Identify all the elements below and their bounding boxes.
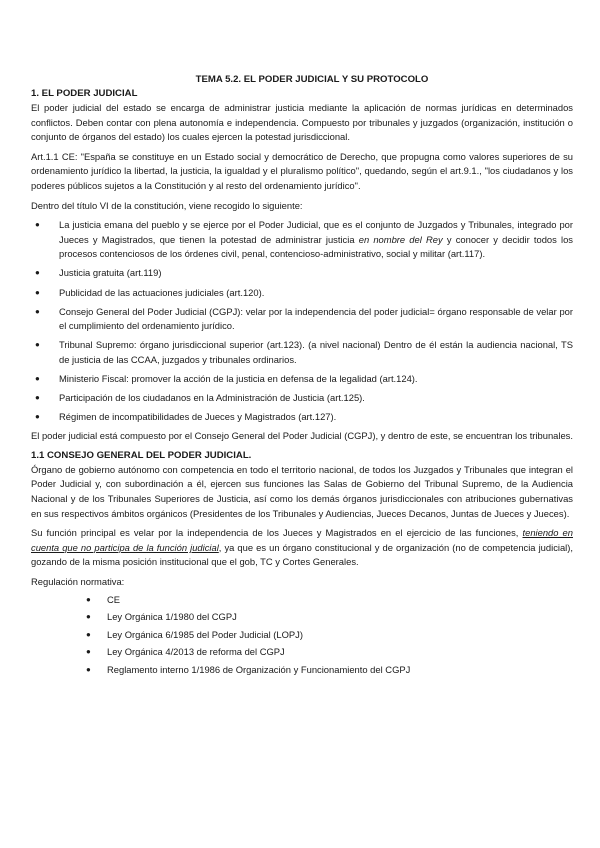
list-item-reg: ● Ley Orgánica 6/1985 del Poder Judicial (LOPJ) xyxy=(31,628,573,643)
list-item-reg: ● CE xyxy=(31,593,573,608)
paragraph-titulo-vi: Dentro del título VI de la constitución, viene recogido lo siguiente: xyxy=(31,199,303,211)
paragraph-funcion-principal: Su función principal es velar por la independencia de los Jueces y Magistrados en el ejercicio de las funciones, teniendo en cuenta que no participa de la función judicial, ya que es un órgano constitucional y de organización (no de competencia judicial), gozando de la misma posición institucional que el gob, TC y Cortes Generales. xyxy=(31,527,573,568)
list-item-justicia-gratuita: ● Justicia gratuita (art.119) xyxy=(31,266,573,281)
regulacion-list xyxy=(31,593,573,678)
regulacion-label: Regulación normativa: xyxy=(31,576,125,588)
list-item-tribunal-supremo: ● Tribunal Supremo: órgano jurisdiccional superior (art.123). (a nivel nacional) Dentro de él están la audiencia nacional, TS de justicia de las CCAA, juzgados y tribunales ordinarios. xyxy=(31,338,573,367)
paragraph-art-1-1: Art.1.1 CE: "España se constituye en un Estado social y democrático de Derecho, que propugna como valores superiores de su ordenamiento jurídico la libertad, la justicia, la igualdad y el pluralismo político", quedando, según el art.9.1., "los ciudadanos y los poderes públicos sujetos a la Constitución y al resto del ordenamiento jurídico". xyxy=(31,150,573,191)
list-item-ministerio-fiscal: ● Ministerio Fiscal: promover la acción de la justicia en defensa de la legalidad (art.124). xyxy=(31,372,573,387)
paragraph-organo-gobierno: Órgano de gobierno autónomo con competencia en todo el territorio nacional, de todos los Juzgados y Tribunales que integran el Poder Judicial y, con subordinación a él, ejercen sus funciones las Salas de Gobierno del Tribunal Supremo, de la Audiencia Nacional y de los Tribunales Superiores de Justicia, así como los demás órganos jurisdiccionales con atribuciones gubernativas en sus respectivos ámbitos orgánicos (Presidentes de los Tribunales y Audiencias, Jueces Decanos, Juntas de Jueces y Jueces). xyxy=(31,463,573,519)
list-item-reg: ● Ley Orgánica 1/1980 del CGPJ xyxy=(31,610,573,625)
list-item-participacion: ● Participación de los ciudadanos en la Administración de Justicia (art.125). xyxy=(31,391,573,406)
list-item-reg: ● Ley Orgánica 4/2013 de reforma del CGPJ xyxy=(31,645,573,660)
paragraph-intro: El poder judicial del estado se encarga de administrar justicia mediante la aplicación de normas jurídicas en determinados conflictos. Deben contar con plena autonomía e independencia. Compuesto por tribunales y juzgados (organización, institución o conjunto de órganos del estado) los cuales ejercen la potestad jurisdiccional. xyxy=(31,102,573,143)
list-item-justicia-emana: ● La justicia emana del pueblo y se ejerce por el Poder Judicial, que es el conjunto de Juzgados y Tribunales, integrado por Jueces y Magistrados, que tienen la potestad de administrar justicia en nombre del Rey y conocer y decidir todos los procesos contenciosos de los órdenes civil, penal, contencioso-administrativo, social y militar (art.117). xyxy=(31,218,573,262)
document-body xyxy=(31,73,573,681)
section-heading-poder-judicial: 1. EL PODER JUDICIAL xyxy=(31,88,138,99)
list-item-publicidad: ● Publicidad de las actuaciones judiciales (art.120). xyxy=(31,286,573,301)
constitution-list xyxy=(31,218,573,425)
list-item-reg: ● Reglamento interno 1/1986 de Organización y Funcionamiento del CGPJ xyxy=(31,663,573,678)
list-item-cgpj: ● Consejo General del Poder Judicial (CGPJ): velar por la independencia del poder judicial= órgano responsable de velar por el cumplimiento del ordenamiento jurídico. xyxy=(31,305,573,334)
section-heading-cgpj: 1.1 CONSEJO GENERAL DEL PODER JUDICIAL. xyxy=(31,449,252,461)
paragraph-composicion: El poder judicial está compuesto por el Consejo General del Poder Judicial (CGPJ), y dentro de este, se encuentran los tribunales. xyxy=(31,430,573,442)
list-item-incompatibilidades: ● Régimen de incompatibilidades de Jueces y Magistrados (art.127). xyxy=(31,410,573,425)
document-title: TEMA 5.2. EL PODER JUDICIAL Y SU PROTOCOLO xyxy=(195,74,429,85)
